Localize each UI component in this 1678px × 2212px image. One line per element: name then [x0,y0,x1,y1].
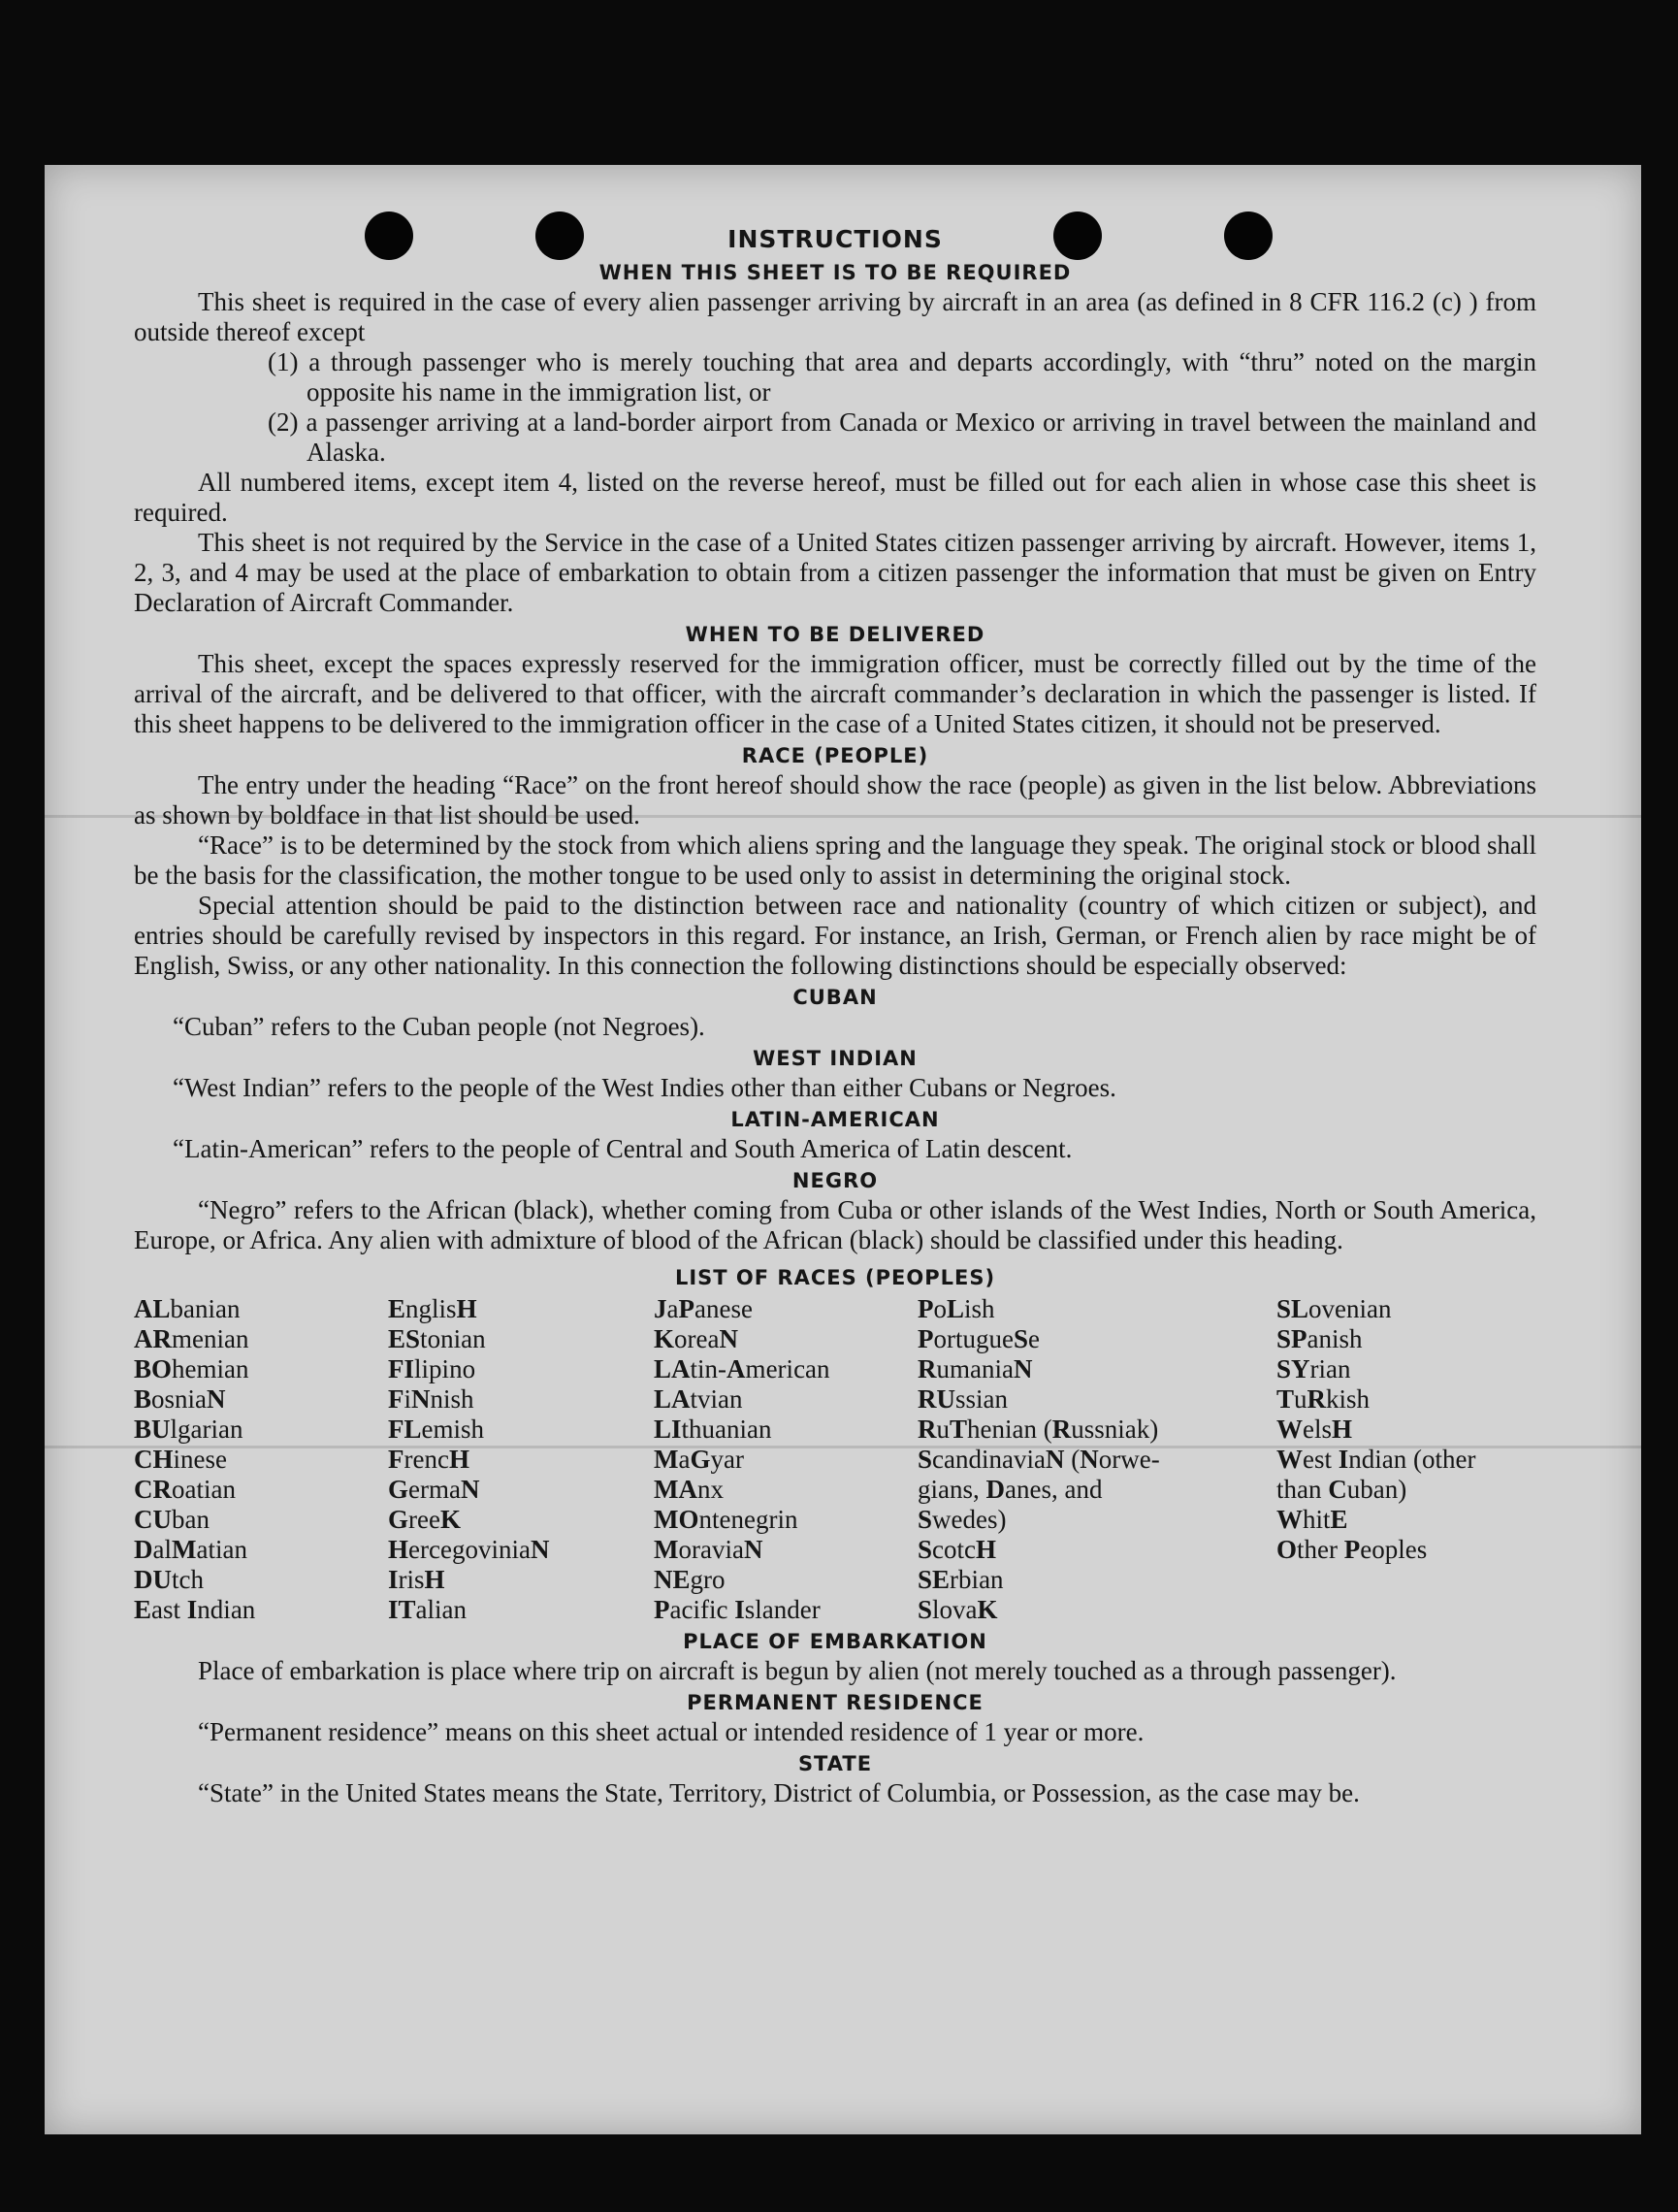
race-item: ITalian [388,1595,468,1624]
races-column [918,1294,1276,1625]
race-item: MoraviaN [654,1535,763,1564]
paragraph: This sheet, except the spaces expressly reserved for the immigration officer, must be correctly filled out by the time of the arrival of the aircraft, and be delivered to that officer, with the aircraft commander’s declaration in which the passenger is listed. If this sheet happens to be delivered to the immigration officer in the case of a United States citizen, it should not be preserved. [134,649,1536,738]
race-item: WelsH [1276,1415,1353,1444]
race-item: BUlgarian [134,1415,243,1444]
race-item: TuRkish [1276,1384,1371,1414]
race-item: West Indian (other than Cuban) [1276,1445,1476,1504]
race-item: SYrian [1276,1354,1351,1383]
race-item: Pacific Islander [654,1595,821,1624]
document-sheet [45,165,1641,2134]
race-item: MAnx [654,1475,724,1504]
race-item: GermaN [388,1475,480,1504]
section-heading: WHEN THIS SHEET IS TO BE REQUIRED [598,261,1072,284]
section-heading: WEST INDIAN [753,1047,918,1070]
race-item: MaGyar [654,1445,744,1474]
race-item: ALbanian [134,1294,241,1323]
race-item: GreeK [388,1505,461,1534]
definition: Place of embarkation is place where trip on aircraft is begun by alien (not merely touched as a through passenger). [198,1656,1397,1685]
section-heading: CUBAN [792,986,878,1009]
race-item: FiNnish [388,1384,474,1414]
race-item: Other Peoples [1276,1535,1428,1564]
races-column [388,1294,654,1625]
definition: “State” in the United States means the State, Territory, District of Columbia, or Possession, as the case may be. [198,1778,1360,1807]
race-item: ScotcH [918,1535,997,1564]
race-item: LIthuanian [654,1415,772,1444]
section-heading: LIST OF RACES (PEOPLES) [674,1266,996,1289]
definition: “Permanent residence” means on this sheet actual or intended residence of 1 year or more. [198,1717,1145,1746]
race-item: SLovenian [1276,1294,1392,1323]
race-item: CHinese [134,1445,228,1474]
race-item: LAtin-American [654,1354,830,1383]
race-item: LAtvian [654,1384,743,1414]
paragraph: This sheet is not required by the Service in the case of a United States citizen passenger arriving by aircraft. However, items 1, 2, 3, and 4 may be used at the place of embarkation to obtain from a citizen passenger the information that must be given on Entry Declaration of Aircraft Commander. [134,528,1536,617]
race-item: MOntenegrin [654,1505,798,1534]
definition: “West Indian” refers to the people of the West Indies other than either Cubans or Negroes. [173,1073,1116,1102]
race-item: SlovaK [918,1595,998,1624]
race-item: RumaniaN [918,1354,1033,1383]
section-heading: WHEN TO BE DELIVERED [685,623,985,646]
race-item: JaPanese [654,1294,753,1323]
race-item: WhitE [1276,1505,1348,1534]
race-item: CUban [134,1505,210,1534]
paragraph: Special attention should be paid to the distinction between race and nationality (country of which citizen or subject), and entries should be carefully revised by inspectors in this regard. For instance, an Irish, German, or French alien by race might be of English, Swiss, or any other nationality. In this connection the following distinctions should be especially observed: [134,891,1536,980]
race-item: EnglisH [388,1294,477,1323]
instructions-body [134,223,1536,1808]
list-item: (1) a through passenger who is merely touching that area and departs accordingly, with “thru” noted on the margin opposite his name in the immigration list, or [268,347,1536,407]
race-item: FLemish [388,1415,485,1444]
race-item: SPanish [1276,1324,1363,1353]
section-heading: NEGRO [791,1169,879,1192]
list-item: (2) a passenger arriving at a land-border airport from Canada or Mexico or arriving in travel between the mainland and Alaska. [268,407,1536,467]
race-item: DUtch [134,1565,204,1594]
race-item: East Indian [134,1595,256,1624]
race-item: BOhemian [134,1354,249,1383]
section-heading: PLACE OF EMBARKATION [683,1630,987,1653]
race-item: DalMatian [134,1535,247,1564]
race-item: CRoatian [134,1475,236,1504]
section-heading: STATE [797,1752,873,1775]
races-column [1276,1294,1536,1625]
race-item: PoLish [918,1294,995,1323]
definition: “Negro” refers to the African (black), whether coming from Cuba or other islands of the West Indies, North or South America, Europe, or Africa. Any alien with admixture of blood of the African (black) should be classified under this heading. [134,1195,1536,1254]
race-item: RuThenian (Russniak) [918,1415,1159,1444]
definition: “Latin-American” refers to the people of Central and South America of Latin descent. [173,1134,1073,1163]
page-title: INSTRUCTIONS [727,225,943,253]
section-heading: PERMANENT RESIDENCE [687,1691,984,1714]
section-heading: RACE (PEOPLE) [741,744,929,767]
race-item: PortugueSe [918,1324,1041,1353]
race-item: KoreaN [654,1324,738,1353]
race-item: EStonian [388,1324,486,1353]
paragraph: “Race” is to be determined by the stock from which aliens spring and the language they speak. The original stock or blood shall be the basis for the classification, the mother tongue to be used only to assist in determining the original stock. [134,830,1536,890]
race-item: NEgro [654,1565,726,1594]
race-item: RUssian [918,1384,1009,1414]
race-item: FIlipino [388,1354,476,1383]
race-item: ARmenian [134,1324,249,1353]
definition: “Cuban” refers to the Cuban people (not Negroes). [173,1012,705,1041]
races-column [134,1294,388,1625]
section-heading: LATIN-AMERICAN [730,1108,940,1131]
race-item: SErbian [918,1565,1004,1594]
races-table [134,1294,1536,1625]
race-item: HercegoviniaN [388,1535,550,1564]
paragraph: The entry under the heading “Race” on the front hereof should show the race (people) as given in the list below. Abbreviations as shown by boldface in that list should be used. [134,770,1536,830]
paragraph: This sheet is required in the case of every alien passenger arriving by aircraft in an area (as defined in 8 CFR 116.2 (c) ) from outside thereof except [134,287,1536,346]
race-item: ScandinaviaN (Norwe- gians, Danes, and Swedes) [918,1445,1160,1534]
paragraph: All numbered items, except item 4, listed on the reverse hereof, must be filled out for each alien in whose case this sheet is required. [134,468,1536,527]
race-item: FrencH [388,1445,469,1474]
race-item: IrisH [388,1565,445,1594]
race-item: BosniaN [134,1384,226,1414]
races-column [654,1294,918,1625]
